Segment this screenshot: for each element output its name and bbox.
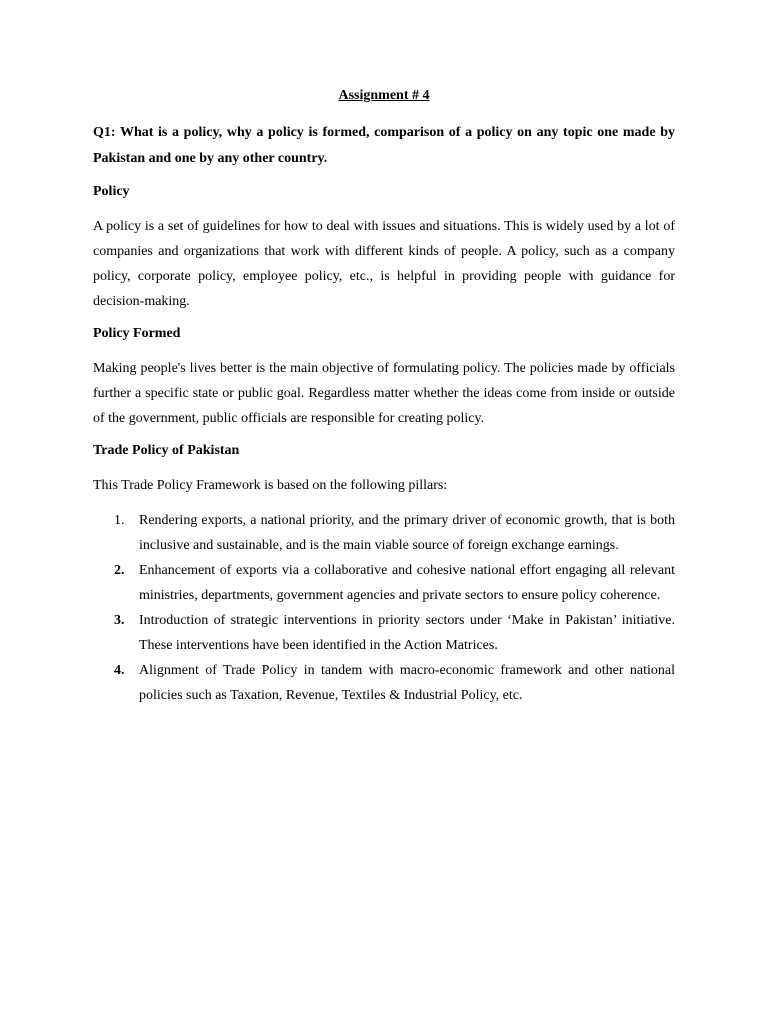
section-body-policy: A policy is a set of guidelines for how to deal with issues and situations. This is widely used by a lot of companies and organizations that work with different kinds of people. A policy, such as a company policy, corporate policy, employee policy, etc., is helpful in providing people with guidance for decision-making.	[93, 219, 675, 309]
section-body-trade-policy: This Trade Policy Framework is based on the following pillars:	[93, 478, 448, 493]
section-body-policy-formed: Making people's lives better is the main objective of formulating policy. The policies made by officials further a specific state or public goal. Regardless matter whether the ideas come from inside or outside of the government, public officials are responsible for creating policy.	[93, 361, 675, 426]
list-item-text: Alignment of Trade Policy in tandem with macro-economic framework and other national policies such as Taxation, Revenue, Textiles & Industrial Policy, etc.	[139, 663, 675, 703]
list-item-text: Enhancement of exports via a collaborative and cohesive national effort engaging all relevant ministries, departments, government agencies and private sectors to ensure policy coherence.	[139, 563, 675, 603]
list-item-text: Introduction of strategic interventions in priority sectors under ‘Make in Pakistan’ initiative. These interventions have been identified in the Action Matrices.	[139, 613, 675, 653]
list-item-number: 4.	[114, 663, 125, 678]
list-item	[93, 658, 675, 708]
list-item-text: Rendering exports, a national priority, and the primary driver of economic growth, that is both inclusive and sustainable, and is the main viable source of foreign exchange earnings.	[139, 513, 675, 553]
section-heading-policy-formed: Policy Formed	[93, 326, 181, 341]
document-page	[93, 86, 675, 708]
list-item	[93, 608, 675, 658]
section-heading-policy: Policy	[93, 184, 130, 199]
section-heading-trade-policy: Trade Policy of Pakistan	[93, 443, 240, 458]
document-title: Assignment # 4	[338, 88, 430, 103]
list-item-number: 1.	[114, 513, 125, 528]
list-item-number: 3.	[114, 613, 125, 628]
list-item-number: 2.	[114, 563, 125, 578]
question-text: Q1: What is a policy, why a policy is formed, comparison of a policy on any topic one made by Pakistan and one by any other country.	[93, 125, 675, 166]
list-item	[93, 558, 675, 608]
list-item	[93, 508, 675, 558]
pillars-list	[93, 508, 675, 708]
